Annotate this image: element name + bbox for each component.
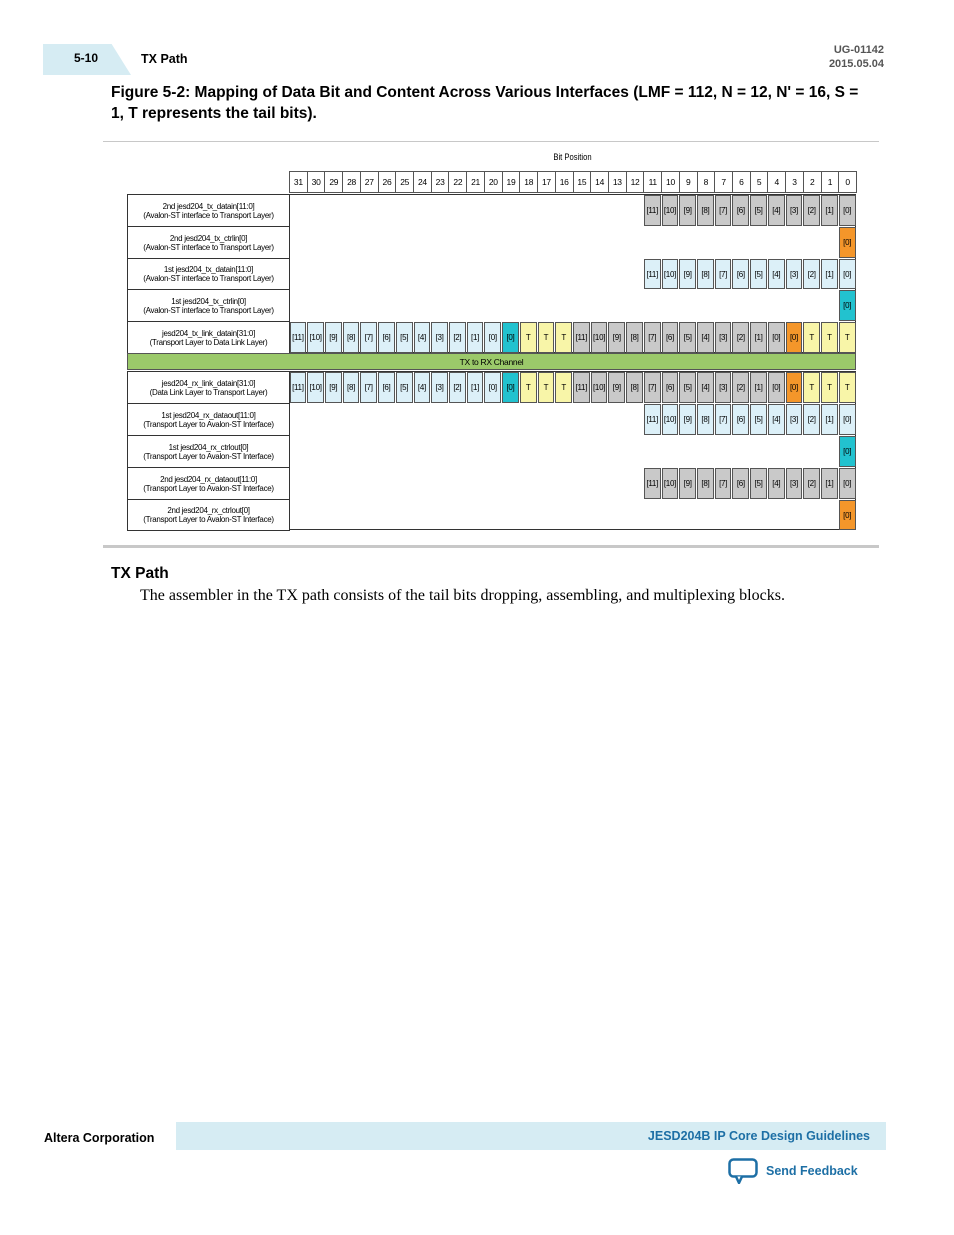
page-number: 5-10: [74, 51, 99, 65]
bit-position-cell: 4: [767, 171, 786, 193]
bit-cell: T: [538, 372, 555, 403]
row-label: [127, 226, 290, 259]
bit-position-cell: 7: [714, 171, 733, 193]
row-label: [127, 371, 290, 404]
bit-position-cell: 18: [519, 171, 538, 193]
row-label: [127, 403, 290, 436]
header-section-title: TX Path: [141, 52, 188, 66]
bit-position-cell: 0: [838, 171, 857, 193]
bit-cell: [0]: [839, 195, 856, 226]
bit-cell: [1]: [467, 372, 484, 403]
bit-cell: [6]: [662, 322, 679, 353]
bit-cell: [11]: [290, 322, 307, 353]
row-signal-description: (Avalon-ST interface to Transport Layer): [143, 305, 274, 315]
bit-cell: [6]: [378, 372, 395, 403]
bit-cell: [4]: [414, 322, 431, 353]
bit-cell: [6]: [732, 468, 749, 499]
bit-cell: [9]: [608, 372, 625, 403]
row-label: [127, 194, 290, 227]
bit-cell: [7]: [644, 372, 661, 403]
bit-position-cell: 3: [785, 171, 804, 193]
row-signal-name: jesd204_tx_link_datain[31:0]: [161, 328, 255, 338]
bit-cell: [1]: [821, 259, 838, 289]
bit-cell: [4]: [414, 372, 431, 403]
row-signal-name: 1st jesd204_rx_ctrlout[0]: [168, 442, 249, 452]
section-paragraph: The assembler in the TX path consists of the tail bits dropping, assembling, and multiplexing blocks.: [140, 587, 785, 604]
bit-cell: [3]: [786, 468, 803, 499]
bit-cell: [0]: [839, 500, 856, 530]
row-label: [127, 435, 290, 468]
bit-position-cell: 8: [697, 171, 716, 193]
figure-top-rule: [103, 141, 879, 142]
bit-cell: [6]: [732, 195, 749, 226]
bit-cell: [8]: [626, 372, 643, 403]
bit-cell: [8]: [626, 322, 643, 353]
bit-cell: [0]: [839, 290, 856, 321]
row-signal-name: 1st jesd204_tx_datain[11:0]: [163, 265, 254, 274]
bit-position-cell: 27: [360, 171, 379, 193]
bit-cell: [7]: [715, 259, 732, 289]
figure-title: Figure 5-2: Mapping of Data Bit and Content Across Various Interfaces (LMF = 112, N = 12, N' = 16, S = 1, T represents the tail bits).: [111, 84, 859, 122]
bit-cell: [0]: [839, 404, 856, 435]
footer-company: Altera Corporation: [44, 1131, 155, 1145]
row-label: [127, 499, 290, 531]
bit-cell: [0]: [839, 259, 856, 289]
row-signal-name: 2nd jesd204_rx_dataout[11:0]: [160, 474, 257, 484]
row-signal-description: (Transport Layer to Avalon-ST Interface): [143, 419, 274, 429]
bit-cell: T: [555, 322, 572, 353]
bit-cell: [11]: [290, 372, 307, 403]
bit-cell: [9]: [679, 468, 696, 499]
bit-cell: [11]: [573, 372, 590, 403]
bit-cell: [4]: [697, 322, 714, 353]
bit-cell: [1]: [750, 322, 767, 353]
bit-cell: [2]: [803, 195, 820, 226]
bit-position-cell: 28: [342, 171, 361, 193]
bit-cell: [9]: [679, 195, 696, 226]
bit-cell: T: [839, 322, 856, 353]
bit-cell: [7]: [360, 322, 377, 353]
bit-cell: [5]: [396, 322, 413, 353]
bit-position-cell: 17: [537, 171, 556, 193]
bit-cell: [0]: [502, 322, 519, 353]
bit-cell: [3]: [786, 404, 803, 435]
bit-cell: [2]: [803, 404, 820, 435]
bit-cell: [0]: [502, 372, 519, 403]
bit-cell: [8]: [343, 372, 360, 403]
bit-cell: [4]: [768, 259, 785, 289]
bit-cell: [9]: [325, 372, 342, 403]
bit-cell: [3]: [715, 322, 732, 353]
bit-cell: [11]: [644, 404, 661, 435]
bit-cell: [0]: [839, 227, 856, 258]
bit-cell: T: [803, 322, 820, 353]
bit-position-cell: 30: [307, 171, 326, 193]
bit-cell: [6]: [732, 404, 749, 435]
row-signal-description: (Transport Layer to Data Link Layer): [149, 337, 268, 347]
bit-cell: [10]: [307, 372, 324, 403]
row-signal-description: (Data Link Layer to Transport Layer): [149, 387, 268, 397]
figure-bottom-rule: [103, 545, 879, 548]
bit-position-cell: 10: [661, 171, 680, 193]
bit-cell: [10]: [591, 372, 608, 403]
row-signal-description: (Avalon-ST interface to Transport Layer): [143, 274, 274, 283]
doc-info: [829, 43, 884, 71]
bit-cell: [5]: [750, 259, 767, 289]
bit-cell: [0]: [839, 436, 856, 467]
bit-position-cell: 15: [573, 171, 592, 193]
row-signal-name: 1st jesd204_rx_dataout[11:0]: [161, 410, 256, 420]
bit-position-cell: 9: [679, 171, 698, 193]
bit-cell: T: [821, 372, 838, 403]
bit-cell: [3]: [431, 372, 448, 403]
bit-cell: [11]: [644, 259, 661, 289]
doc-id: UG-01142: [833, 44, 884, 56]
bit-cell: [0]: [484, 372, 501, 403]
bit-position-cell: 26: [378, 171, 397, 193]
bit-cell: [0]: [484, 322, 501, 353]
bit-cell: [8]: [697, 468, 714, 499]
bit-cell: [2]: [732, 372, 749, 403]
bit-cell: [2]: [449, 322, 466, 353]
row-signal-name: 2nd jesd204_rx_ctrlout[0]: [167, 506, 250, 515]
footer-doc-title[interactable]: JESD204B IP Core Design Guidelines: [647, 1129, 870, 1143]
bit-cell: [6]: [732, 259, 749, 289]
bit-cell: [8]: [697, 195, 714, 226]
row-label: [127, 321, 290, 354]
bit-cell: [4]: [768, 468, 785, 499]
bit-cell: [8]: [697, 404, 714, 435]
bit-cell: [11]: [644, 468, 661, 499]
bit-cell: [10]: [662, 404, 679, 435]
bit-cell: [7]: [715, 468, 732, 499]
bit-position-cell: 21: [466, 171, 485, 193]
bit-cell: [4]: [697, 372, 714, 403]
row-signal-name: 1st jesd204_tx_ctrlin[0]: [171, 296, 246, 306]
bit-cell: [1]: [821, 468, 838, 499]
bit-position-cell: 25: [395, 171, 414, 193]
bit-cell: [7]: [644, 322, 661, 353]
bit-cell: [0]: [768, 372, 785, 403]
row-signal-name: jesd204_rx_link_datain[31:0]: [161, 378, 256, 388]
bit-cell: [9]: [679, 259, 696, 289]
send-feedback-label: Send Feedback: [766, 1164, 858, 1178]
speech-bubble-icon: [728, 1158, 758, 1184]
row-signal-description: (Transport Layer to Avalon-ST Interface): [143, 515, 274, 524]
bit-cell: [5]: [679, 372, 696, 403]
bit-cell: [7]: [715, 404, 732, 435]
row-signal-description: (Avalon-ST interface to Transport Layer): [143, 242, 274, 252]
bit-cell: [0]: [839, 468, 856, 499]
bit-cell: [2]: [803, 259, 820, 289]
row-signal-name: 2nd jesd204_tx_datain[11:0]: [162, 201, 255, 211]
bit-cell: [7]: [715, 195, 732, 226]
bit-position-cell: 2: [803, 171, 822, 193]
bit-cell: [9]: [608, 322, 625, 353]
bit-cell: [9]: [679, 404, 696, 435]
bit-cell: [1]: [821, 195, 838, 226]
bit-cell: [11]: [644, 195, 661, 226]
row-label: [127, 289, 290, 322]
bit-cell: [5]: [750, 195, 767, 226]
bit-position-cell: 6: [732, 171, 751, 193]
bit-position-cell: 24: [413, 171, 432, 193]
bit-cell: [8]: [343, 322, 360, 353]
bit-cell: [3]: [786, 195, 803, 226]
bit-cell: [2]: [803, 468, 820, 499]
bit-cell: T: [821, 322, 838, 353]
bit-cell: [5]: [750, 404, 767, 435]
bit-cell: [0]: [786, 322, 803, 353]
bit-position-cell: 14: [590, 171, 609, 193]
bit-cell: T: [520, 372, 537, 403]
section-heading: TX Path: [111, 565, 169, 582]
bit-cell: T: [520, 322, 537, 353]
row-signal-name: 2nd jesd204_tx_ctrlin[0]: [169, 233, 248, 243]
bit-position-cell: 13: [608, 171, 627, 193]
bit-cell: [10]: [591, 322, 608, 353]
bit-position-cell: 20: [484, 171, 503, 193]
row-signal-description: (Transport Layer to Avalon-ST Interface): [143, 483, 274, 493]
bit-position-cell: 19: [502, 171, 521, 193]
bit-cell: [2]: [449, 372, 466, 403]
bit-position-cell: 22: [448, 171, 467, 193]
bit-position-cell: 29: [324, 171, 343, 193]
bit-position-cell: 31: [289, 171, 308, 193]
bit-cell: [5]: [396, 372, 413, 403]
bit-position-cell: 12: [626, 171, 645, 193]
bit-cell: [1]: [750, 372, 767, 403]
bit-cell: [4]: [768, 404, 785, 435]
bit-cell: T: [538, 322, 555, 353]
bit-cell: [10]: [307, 322, 324, 353]
row-label: [127, 258, 290, 290]
bit-position-cell: 11: [643, 171, 662, 193]
bit-position-cell: 23: [431, 171, 450, 193]
row-label: [127, 467, 290, 500]
row-signal-description: (Avalon-ST interface to Transport Layer): [143, 210, 274, 220]
bit-cell: [10]: [662, 195, 679, 226]
bit-cell: [9]: [325, 322, 342, 353]
bit-cell: [6]: [378, 322, 395, 353]
row-signal-description: (Transport Layer to Avalon-ST Interface): [143, 451, 274, 461]
bit-cell: [10]: [662, 259, 679, 289]
bit-position-cell: 16: [555, 171, 574, 193]
bit-cell: [6]: [662, 372, 679, 403]
bit-cell: [1]: [821, 404, 838, 435]
bit-cell: [4]: [768, 195, 785, 226]
bit-cell: T: [555, 372, 572, 403]
bit-cell: [0]: [768, 322, 785, 353]
bit-cell: T: [803, 372, 820, 403]
bit-cell: T: [839, 372, 856, 403]
bit-cell: [8]: [697, 259, 714, 289]
bit-cell: [0]: [786, 372, 803, 403]
send-feedback-link[interactable]: [728, 1158, 858, 1184]
bit-cell: [5]: [750, 468, 767, 499]
bit-cell: [7]: [360, 372, 377, 403]
bit-cell: [3]: [715, 372, 732, 403]
bit-cell: [5]: [679, 322, 696, 353]
bit-cell: [3]: [431, 322, 448, 353]
bit-cell: [2]: [732, 322, 749, 353]
bit-position-cell: 5: [750, 171, 769, 193]
bit-cell: [10]: [662, 468, 679, 499]
bit-cell: [3]: [786, 259, 803, 289]
bit-position-label: Bit Position: [553, 152, 592, 162]
bit-cell: [11]: [573, 322, 590, 353]
bit-cell: [1]: [467, 322, 484, 353]
doc-date: 2015.05.04: [828, 58, 884, 70]
tx-to-rx-channel-band: TX to RX Channel: [127, 353, 856, 370]
bit-position-cell: 1: [821, 171, 840, 193]
